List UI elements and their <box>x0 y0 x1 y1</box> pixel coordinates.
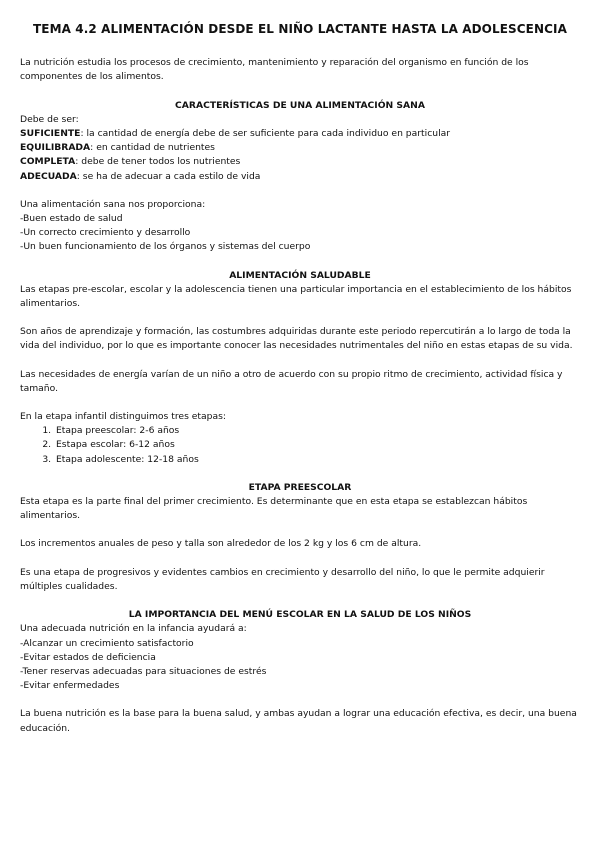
menu-item: -Evitar estados de deficiencia <box>20 651 156 663</box>
menu-item: -Evitar enfermedades <box>20 680 120 692</box>
spacer <box>20 184 580 198</box>
body-paragraph: Es una etapa de progresivos y evidentes cambios en crecimiento y desarrollo del niño, lo que le permite adquierir múltiples cualidades. <box>20 566 545 592</box>
characteristic-term: COMPLETA <box>20 156 76 168</box>
list-item: 1. Etapa preescolar: 2-6 años <box>54 424 580 438</box>
list-item: 3. Etapa adolescente: 12-18 años <box>54 453 580 467</box>
characteristic-text: : se ha de adecuar a cada estilo de vida <box>76 170 261 182</box>
body-paragraph: Esta etapa es la parte final del primer crecimiento. Es determinante que en esta etapa se establezcan hábitos alimentarios. <box>20 496 528 522</box>
spacer <box>20 523 580 537</box>
characteristic-term: ADECUADA <box>20 170 77 182</box>
stages-lead: En la etapa infantil distinguimos tres etapas: <box>20 411 227 423</box>
spacer <box>20 552 580 566</box>
characteristic-term: SUFICIENTE <box>20 128 81 140</box>
characteristics-lead: Debe de ser: <box>20 113 79 125</box>
list-item: 2. Estapa escolar: 6-12 años <box>54 438 580 452</box>
characteristic-item <box>20 141 580 155</box>
closing-paragraph: La buena nutrición es la base para la buena salud, y ambas ayudan a lograr una educación efectiva, es decir, una buena educación. <box>20 708 577 734</box>
spacer <box>20 693 580 707</box>
spacer <box>20 594 580 608</box>
intro-paragraph: La nutrición estudia los procesos de crecimiento, mantenimiento y reparación del organismo en función de los componentes de los alimentos. <box>20 57 529 83</box>
body-paragraph: Son años de aprendizaje y formación, las costumbres adquiridas durante este periodo repercutirán a lo largo de toda la vida del individuo, por lo que es importante conocer las necesidades nutrimentales del niño en estas etapas de su vida. <box>20 326 573 352</box>
spacer <box>20 354 580 368</box>
menu-item: -Tener reservas adecuadas para situaciones de estrés <box>20 665 267 677</box>
section-heading-caracteristicas: CARACTERÍSTICAS DE UNA ALIMENTACIÓN SANA <box>175 99 425 111</box>
benefits-lead: Una alimentación sana nos proporciona: <box>20 198 206 210</box>
menu-lead: Una adecuada nutrición en la infancia ayudará a: <box>20 623 247 635</box>
characteristic-item <box>20 170 580 184</box>
menu-item: -Alcanzar un crecimiento satisfactorio <box>20 637 194 649</box>
characteristic-text: : la cantidad de energía debe de ser suficiente para cada individuo en particular <box>80 128 451 140</box>
section-heading-alimentacion-saludable: ALIMENTACIÓN SALUDABLE <box>229 269 371 281</box>
body-paragraph: Las etapas pre-escolar, escolar y la adolescencia tienen una particular importancia en el establecimiento de los hábitos alimentarios. <box>20 283 572 310</box>
stages-list <box>20 424 580 467</box>
page-title: TEMA 4.2 ALIMENTACIÓN DESDE EL NIÑO LACTANTE HASTA LA ADOLESCENCIA <box>33 22 567 36</box>
body-paragraph: Los incrementos anuales de peso y talla son alrededor de los 2 kg y los 6 cm de altura. <box>20 538 422 550</box>
characteristic-term: EQUILIBRADA <box>20 142 91 154</box>
benefit-item: -Un correcto crecimiento y desarrollo <box>20 227 191 239</box>
spacer <box>20 467 580 481</box>
characteristic-text: : en cantidad de nutrientes <box>90 142 215 154</box>
characteristic-text: : debe de tener todos los nutrientes <box>75 156 241 168</box>
spacer <box>20 255 580 269</box>
spacer <box>20 311 580 325</box>
benefit-item: -Buen estado de salud <box>20 213 123 225</box>
section-heading-etapa-preescolar: ETAPA PREESCOLAR <box>248 481 352 493</box>
section-heading-menu-escolar: LA IMPORTANCIA DEL MENÚ ESCOLAR EN LA SALUD DE LOS NIÑOS <box>128 609 472 621</box>
characteristic-item <box>20 127 580 141</box>
characteristic-item <box>20 155 580 169</box>
body-paragraph: Las necesidades de energía varían de un niño a otro de acuerdo con su propio ritmo de crecimiento, actividad física y tamaño. <box>20 368 563 394</box>
spacer <box>20 85 580 99</box>
benefit-item: -Un buen funcionamiento de los órganos y sistemas del cuerpo <box>20 241 311 253</box>
spacer <box>20 396 580 410</box>
